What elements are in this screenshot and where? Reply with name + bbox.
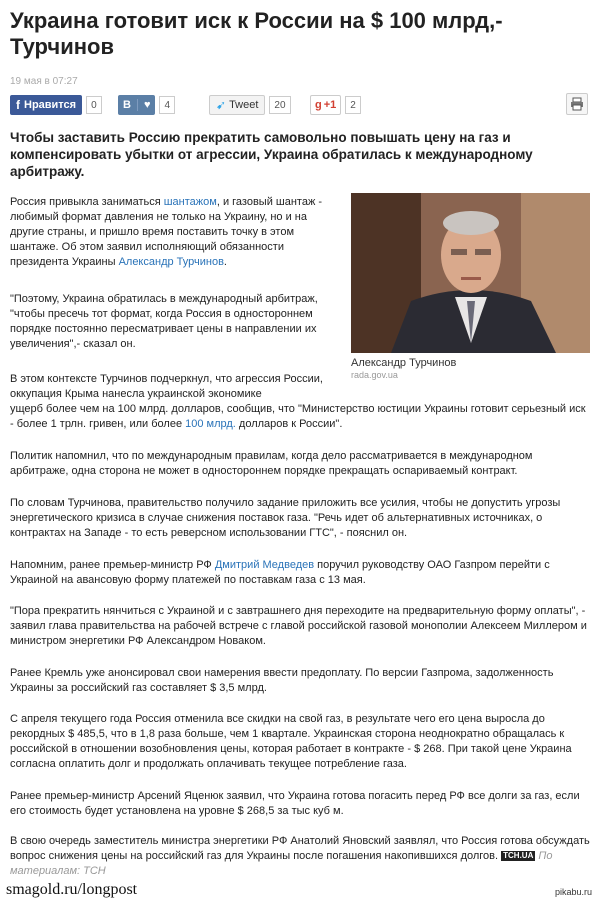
paragraph-4: Политик напомнил, что по международным правилам, когда дело рассматривается в международном арбитраже, одна сторона не может в одностороннем порядке прекращать оспариваемый контракт.: [10, 450, 533, 477]
print-button[interactable]: [566, 93, 588, 115]
paragraph-10: Ранее премьер-министр Арсений Яценюк заявил, что Украина готова погасить перед РФ все долги за газ, если его стоимость будет установлена на уровне $ 268,5 за тыс куб м.: [10, 790, 580, 817]
paragraph-5: По словам Турчинова, правительство получило задание приложить все усилия, чтобы не допустить угрозы энергетического кризиса в случае снижения поставок газа. "Речь идет об альтернативных источниках, о контрактах на Западе - то есть реверсном использовании ГТС", - пояснил он.: [10, 497, 561, 539]
vk-like-count: 4: [159, 96, 175, 114]
twitter-share: [209, 95, 291, 115]
gplus-label: +1: [323, 99, 337, 111]
gplus-icon: g: [315, 99, 322, 111]
article-lead: Чтобы заставить Россию прекратить самовольно повышать цену на газ и компенсировать убытки от агрессии, Украина обратилась к международному арбитражу.: [10, 130, 533, 179]
paragraph-2: "Поэтому, Украина обратилась в международный арбитраж, "чтобы пресечь тот формат, когда Россия в одностороннем порядке постоянно пересматривает цены в направлении их увеличения",- сказал он.: [10, 293, 318, 350]
paragraph-9: С апреля текущего года Россия отменила все скидки на свой газ, в результате чего его цена выросла до рекордных $ 485,5, что в 1,8 раза больше, чем 1 квартале. Украинская сторона неоднократно обращалась к российской в отношении возобновления цены, которая работает в контракте - $ 268. При такой цене Украина согласна оплатить долг и продолжать оплачивать текущее потребление газа.: [10, 713, 572, 770]
printer-icon: [570, 97, 584, 111]
text: ущерб более чем на 100 млрд. долларов, сообщив, что "Министерство юстиции Украины готовит серьезный иск - более 1 трлн. гривен, или более: [10, 403, 586, 430]
portrait-illustration: [351, 193, 590, 353]
photo-figure: [351, 193, 594, 381]
photo-source: rada.gov.ua: [351, 370, 398, 380]
text: В свою очередь заместитель министра энергетики РФ Анатолий Яновский заявлял, что Россия готова обсуждать вопрос снижения цены на российский газ для Украины после погашения накопившихся долгов.: [10, 835, 590, 862]
text: .: [223, 256, 227, 268]
vk-like-button[interactable]: [118, 95, 155, 115]
facebook-icon: f: [16, 98, 20, 112]
paragraph-3: [10, 372, 590, 432]
pikabu-watermark: pikabu.ru: [554, 887, 592, 897]
link-100-billion[interactable]: 100 млрд.: [185, 418, 236, 430]
article-date: 19 мая в 07:27: [10, 76, 78, 87]
tweet-label: Tweet: [229, 99, 259, 111]
gplus-share: [310, 95, 361, 115]
watermark: smagold.ru/longpost: [6, 881, 138, 898]
tweet-button[interactable]: [209, 95, 265, 115]
facebook-share: [10, 95, 102, 115]
photo-caption: Александр Турчинов: [351, 357, 457, 369]
facebook-like-count: 0: [86, 96, 102, 114]
text: Россия привыкла заниматься: [10, 196, 164, 208]
tsn-logo: ТСН.UA: [503, 851, 534, 860]
vk-share: [118, 95, 175, 115]
gplus-count: 2: [345, 96, 361, 114]
gplus-button[interactable]: [310, 95, 341, 115]
link-turchynov[interactable]: Александр Турчинов: [118, 256, 224, 268]
facebook-like-label: Нравится: [24, 99, 77, 111]
paragraph-11: [10, 834, 590, 879]
heart-icon: ♥: [137, 99, 151, 111]
text: В этом контексте Турчинов подчеркнул, что агрессия России, оккупация Крыма нанесла украинской экономике: [10, 373, 323, 400]
paragraph-8: Ранее Кремль уже анонсировал свои намерения ввести предоплату. По версии Газпрома, задолженность Украины за российский газ составляет $ 3,5 млрд.: [10, 667, 554, 694]
article-title: Украина готовит иск к России на $ 100 млрд,- Турчинов: [10, 8, 503, 59]
text: , и газовый шантаж - любимый формат давления не только на Украину, но и на другие страны, и пришло время поставить точку в этом шантаже. Об этом заявил исполняющий обязанности президента Украины: [10, 196, 323, 268]
vk-icon: B: [123, 99, 131, 111]
tweet-count: 20: [269, 96, 290, 114]
twitter-bird-icon: ➹: [216, 98, 227, 112]
share-bar: [10, 95, 590, 117]
link-medvedev[interactable]: Дмитрий Медведев: [214, 559, 315, 571]
source-credit: По материалам: ТСН: [10, 850, 553, 877]
text: поручил руководству ОАО Газпром перейти с Украиной на авансовую форму платежей по поставкам газа с 13 мая.: [10, 559, 550, 586]
paragraph-1: [10, 195, 340, 270]
portrait-photo: [351, 193, 590, 353]
text: Напомним, ранее премьер-министр РФ: [10, 559, 215, 571]
facebook-like-button[interactable]: [10, 95, 82, 115]
paragraph-6: [10, 558, 590, 588]
text: долларов к России".: [235, 418, 343, 430]
link-blackmail[interactable]: шантажом: [163, 196, 217, 208]
paragraph-7: "Пора прекратить нянчиться с Украиной и с завтрашнего дня переходите на предварительную форму оплаты", - заявил глава правительства на рабочей встрече с главой российской газовой монополии Алексеем Миллером и министром энергетики РФ Александром Новаком.: [10, 605, 587, 647]
